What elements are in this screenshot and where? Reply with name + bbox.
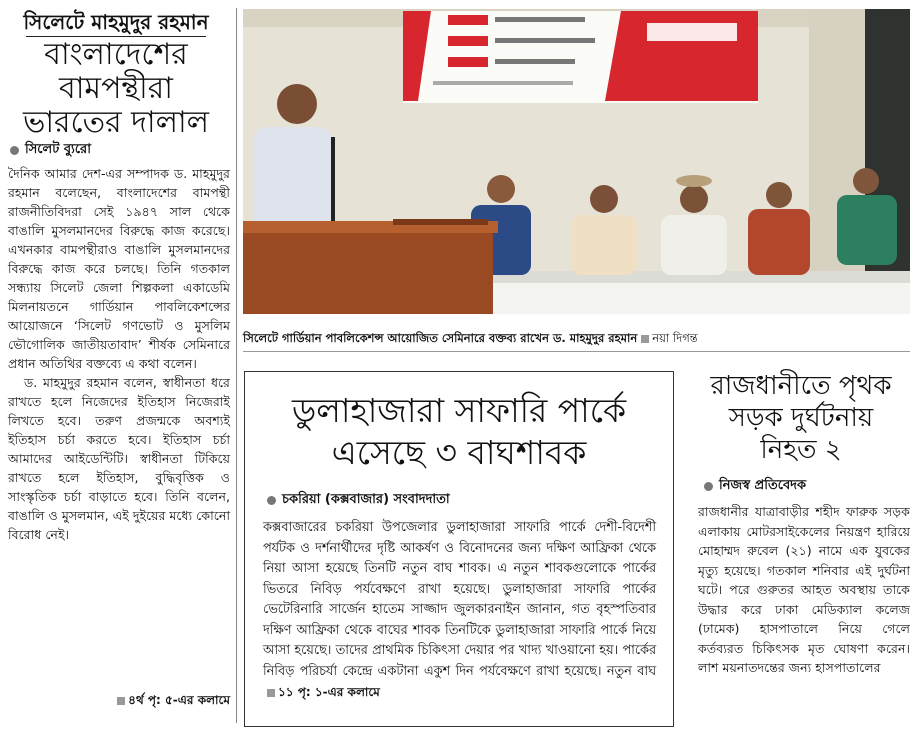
left-byline: [10, 140, 91, 161]
right-headline-line-3: নিহত ২: [760, 435, 842, 465]
left-body: [8, 164, 230, 544]
center-jump[interactable]: [263, 685, 380, 699]
left-headline-line-1: বাংলাদেশের: [44, 37, 188, 72]
center-headline-line-1: ডুলাহাজারা সাফারি পার্কে: [291, 391, 627, 430]
left-jump-text: ৪র্থ পৃ: ৫-এর কলামে: [128, 693, 230, 707]
column-divider-left: [236, 8, 237, 723]
center-body: [263, 518, 656, 704]
left-paragraph-1: দৈনিক আমার দেশ-এর সম্পাদক ড. মাহমুদুর রহমান বলেছেন, বাংলাদেশের বামপন্থী রাজনীতিবিদরা সেই ১৯৪৭ সাল থেকে বাঙালি মুসলমানদের বিরুদ্ধে কাজ করেছে। এখনকার বামপন্থীরাও বাঙালি মুসলমানদের বিরুদ্ধে কাজ করে চলছে। তিনি গতকাল সন্ধ্যায় সিলেট জেলা শিল্পকলা একাডেমি মিলনায়তনে গার্ডিয়ান পাবলিকেশন্সের আয়োজনে ‘সিলেট গণভোট ও মুসলিম ভৌগোলিক জাতীয়তাবাদ’ শীর্ষক সেমিনারে প্রধান অতিথির বক্তব্যে এ কথা বলেন।: [8, 166, 230, 371]
square-icon: [267, 689, 275, 697]
right-headline-line-2: সড়ক দুর্ঘটনায়: [728, 403, 874, 433]
square-icon: [641, 335, 649, 343]
right-byline-text: নিজস্ব প্রতিবেদক: [719, 478, 807, 493]
square-icon: [117, 697, 125, 705]
left-headline-line-2: বামপন্থীরা: [59, 71, 173, 106]
center-story-box: [244, 371, 674, 727]
seminar-photo: [243, 9, 910, 314]
center-paragraph-1-text: কক্সবাজারের চকরিয়া উপজেলার ডুলাহাজারা সাফারি পার্কে দেশী-বিদেশী পর্যটক ও দর্শনার্থীদের দৃষ্টি আকর্ষণ ও বিনোদনের জন্য দক্ষিণ আফ্রিকা থেকে নিয়া আসা হয়েছে তিনটি নতুন বাঘ শাবক। এ নতুন শাবকগুলোকে পার্কের ভিতরে নিবিড় পর্যবেক্ষণে রাখা হয়েছে। ডুলাহাজারা সাফারি পার্কের ভেটেরিনারি সার্জেন হাতেম সাজ্জাদ জুলকারনাইন জানান, গত বৃহস্পতিবার দক্ষিণ আফ্রিকা থেকে বাঘের শাবক তিনটিকে ডুলাহাজারা সাফারি পার্কে নিয়ে আসা হয়েছে। তাদের প্রাথমিক চিকিৎসা দেয়ার পর খাদ্য খাওয়ানো হয়। পার্কের নিবিড় পরিচর্যা কেন্দ্রে একটানা একুশ দিন পর্যবেক্ষণে রাখা হয়েছে। নতুন বাঘ: [263, 520, 656, 679]
left-kicker: সিলেটে মাহমুদুর রহমান: [23, 10, 209, 34]
photo-credit: নয়া দিগন্ত: [652, 331, 698, 345]
center-byline: [267, 490, 450, 511]
center-headline: [245, 390, 673, 474]
right-story: [690, 368, 924, 729]
left-headline-line-3: ভারতের দালাল: [22, 105, 210, 140]
center-byline-text: চকরিয়া (কক্সবাজার) সংবাদদাতা: [282, 492, 450, 507]
right-byline: [704, 476, 806, 497]
seminar-photo-illustration: [243, 9, 910, 314]
caption-divider: [243, 351, 910, 352]
center-headline-line-2: এসেছে ৩ বাঘশাবক: [331, 433, 587, 472]
right-paragraph-1: রাজধানীর যাত্রাবাড়ীর শহীদ ফারুক সড়ক এলাকায় মোটরসাইকেলের নিয়ন্ত্রণ হারিয়ে মোহাম্মদ রুবেল (২১) নামে এক যুবকের মৃত্যু হয়েছে। গতকাল শনিবার এই দুর্ঘটনা ঘটে। পরে গুরুতর আহত অবস্থায় তাকে উদ্ধার করে ঢাকা মেডিক্যাল কলেজ (ঢামেক) হাসপাতালে নিয়ে গেলে কর্তব্যরত চিকিৎসক মৃত ঘোষণা করেন। লাশ ময়নাতদন্তের জন্য হাসপাতালের: [698, 504, 910, 675]
left-jump[interactable]: [8, 692, 230, 712]
left-headline: [4, 38, 228, 140]
center-jump-text: ১১ পৃ: ১-এর কলামে: [278, 685, 380, 699]
right-headline: [690, 370, 912, 466]
bullet-icon: [10, 146, 19, 155]
left-byline-text: সিলেট ব্যুরো: [25, 142, 91, 157]
center-paragraph-1: [263, 518, 656, 704]
right-headline-line-1: রাজধানীতে পৃথক: [710, 371, 892, 401]
bullet-icon: [704, 482, 713, 491]
left-paragraph-2: ড. মাহমুদুর রহমান বলেন, স্বাধীনতা ধরে রাখতে হলে নিজেদের ইতিহাস নিজেরাই লিখতে হবে। তরুণ প্রজন্মকে অবশ্যই ইতিহাস চর্চা করতে হবে। ইতিহাস চর্চা আমাদের আইডেন্টিটি। স্বাধীনতা টিকিয়ে রাখতে হলে ইতিহাস, বুদ্ধিবৃত্তিক ও সাংস্কৃতিক চর্চা বাড়াতে হবে। তিনি বলেন, বাঙালি ও মুসলমান, এই দুইয়ের মধ্যে কোনো বিরোধ নেই।: [8, 375, 230, 542]
left-story: [0, 0, 232, 729]
photo-caption-text: সিলেটে গার্ডিয়ান পাবলিকেশন্স আয়োজিত সেমিনারে বক্তব্য রাখেন ড. মাহমুদুর রহমান: [243, 331, 638, 345]
right-body: [698, 502, 910, 678]
photo-caption: [243, 330, 923, 349]
bullet-icon: [267, 496, 276, 505]
